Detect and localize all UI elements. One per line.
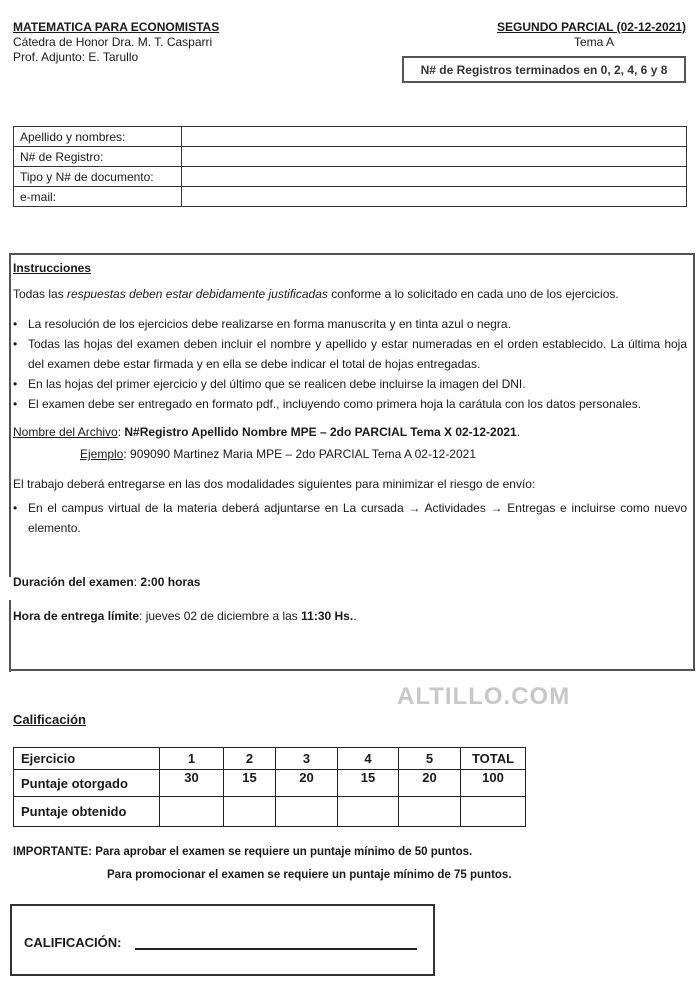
important-note-2: Para promocionar el examen se requiere un puntaje mínimo de 75 puntos.	[107, 869, 512, 881]
bullet-text: Todas las hojas del examen deben incluir el nombre y apellido y estar numeradas en el orden establecido. La última hoja del examen debe estar firmada y en ella se debe indicar el total de hojas entregadas.	[28, 337, 687, 371]
list-item	[13, 334, 687, 374]
list-item	[13, 394, 687, 414]
filename-value: N#Registro Apellido Nombre MPE – 2do PARCIAL Tema X 02-12-2021	[124, 425, 517, 439]
duration-line: Duración del examen: 2:00 horas	[13, 575, 201, 589]
table-cell: 4	[338, 748, 399, 770]
document-field[interactable]	[182, 167, 687, 187]
table-cell: 2	[224, 748, 276, 770]
table-cell: 1	[160, 748, 224, 770]
exam-title: SEGUNDO PARCIAL (02-12-2021)	[497, 20, 686, 34]
bullet-icon: •	[13, 337, 18, 351]
adjunct-name: Prof. Adjunto: E. Tarullo	[13, 50, 139, 64]
field-label: Tipo y N# de documento:	[14, 167, 182, 187]
table-cell: 15	[224, 770, 276, 797]
table-row	[14, 797, 526, 827]
deadline-text: jueves 02 de diciembre a las	[145, 609, 302, 623]
table-row	[14, 167, 687, 187]
email-field[interactable]	[182, 187, 687, 207]
registration-field[interactable]	[182, 147, 687, 167]
important-note-1: IMPORTANTE: Para aprobar el examen se requiere un puntaje mínimo de 50 puntos.	[13, 846, 473, 858]
final-grade-box	[10, 904, 435, 976]
bullet-text: En las hojas del primer ejercicio y del último que se realicen debe incluirse la imagen del DNI.	[28, 377, 526, 391]
score-cell-4[interactable]	[338, 797, 399, 827]
table-cell: 100	[461, 770, 526, 797]
table-cell: 15	[338, 770, 399, 797]
score-cell-3[interactable]	[276, 797, 338, 827]
name-field[interactable]	[182, 127, 687, 147]
bullet-text: El examen debe ser entregado en formato pdf., incluyendo como primera hoja la carátula con los datos personales.	[28, 397, 642, 411]
table-cell: 20	[399, 770, 461, 797]
deadline-time: 11:30 Hs.	[301, 609, 354, 623]
score-cell-2[interactable]	[224, 797, 276, 827]
personal-data-table	[13, 126, 687, 207]
instructions-intro	[13, 284, 687, 304]
watermark: ALTILLO.COM	[397, 683, 571, 710]
score-cell-1[interactable]	[160, 797, 224, 827]
exam-theme: Tema A	[573, 35, 614, 49]
instructions-box	[9, 253, 695, 671]
registration-note: N# de Registros terminados en 0, 2, 4, 6 y 8	[420, 62, 668, 77]
filename-line: Nombre del Archivo: N#Registro Apellido Nombre MPE – 2do PARCIAL Tema X 02-12-2021.	[13, 425, 521, 439]
bullet-icon: •	[13, 397, 18, 411]
field-label: N# de Registro:	[14, 147, 182, 167]
instructions-title: Instrucciones	[13, 261, 92, 275]
score-cell-5[interactable]	[399, 797, 461, 827]
score-cell-total[interactable]	[461, 797, 526, 827]
table-cell: 5	[399, 748, 461, 770]
example-label: Ejemplo	[80, 447, 124, 461]
bullet-icon: •	[13, 501, 18, 515]
intro-text: Todas las	[13, 287, 68, 301]
intro-text-end: conforme a lo solicitado en cada uno de los ejercicios.	[327, 287, 619, 301]
header-right	[497, 20, 686, 50]
list-item	[13, 498, 687, 538]
table-cell: 3	[276, 748, 338, 770]
final-grade-line[interactable]	[135, 948, 417, 950]
table-cell: Puntaje obtenido	[14, 797, 160, 827]
example-value: 909090 Martinez Maria MPE – 2do PARCIAL Tema A 02-12-2021	[130, 447, 477, 461]
table-row	[14, 770, 526, 797]
field-label: Apellido y nombres:	[14, 127, 182, 147]
table-cell: TOTAL	[461, 748, 526, 770]
table-cell: 30	[160, 770, 224, 797]
table-row	[14, 127, 687, 147]
header-left	[13, 20, 219, 65]
bullet-icon: •	[13, 317, 18, 331]
duration-value: 2:00 horas	[140, 575, 201, 589]
registration-note-box	[402, 56, 686, 83]
table-row	[14, 748, 526, 770]
bullet-text: En el campus virtual de la materia deberá adjuntarse en La cursada → Actividades → Entregas e incluirse como nuevo elemento.	[28, 501, 687, 535]
duration-label: Duración del examen	[13, 575, 134, 589]
chair-name: Cátedra de Honor Dra. M. T. Casparri	[13, 35, 213, 49]
grading-table	[13, 747, 526, 827]
grading-title: Calificación	[13, 712, 86, 727]
final-grade-label: CALIFICACIÓN:	[24, 935, 122, 950]
table-cell: 20	[276, 770, 338, 797]
bullet-icon: •	[13, 377, 18, 391]
table-row	[14, 187, 687, 207]
field-label: e-mail:	[14, 187, 182, 207]
deadline-line: Hora de entrega límite: jueves 02 de diciembre a las 11:30 Hs..	[13, 609, 357, 623]
delivery-text: El trabajo deberá entregarse en las dos modalidades siguientes para minimizar el riesgo de envío:	[13, 477, 536, 491]
deadline-label: Hora de entrega límite	[13, 609, 140, 623]
deadline-end: .	[353, 609, 357, 623]
table-cell: Puntaje otorgado	[14, 770, 160, 797]
bullet-text: La resolución de los ejercicios debe realizarse en forma manuscrita y en tinta azul o negra.	[28, 317, 511, 331]
list-item	[13, 374, 687, 394]
filename-label: Nombre del Archivo	[13, 425, 118, 439]
example-line: Ejemplo: 909090 Martinez Maria MPE – 2do PARCIAL Tema A 02-12-2021	[80, 447, 477, 461]
course-title: MATEMATICA PARA ECONOMISTAS	[13, 20, 220, 34]
intro-emphasis: respuestas deben estar debidamente justificadas	[67, 287, 328, 301]
table-row	[14, 147, 687, 167]
table-cell: Ejercicio	[14, 748, 160, 770]
list-item	[13, 314, 687, 334]
